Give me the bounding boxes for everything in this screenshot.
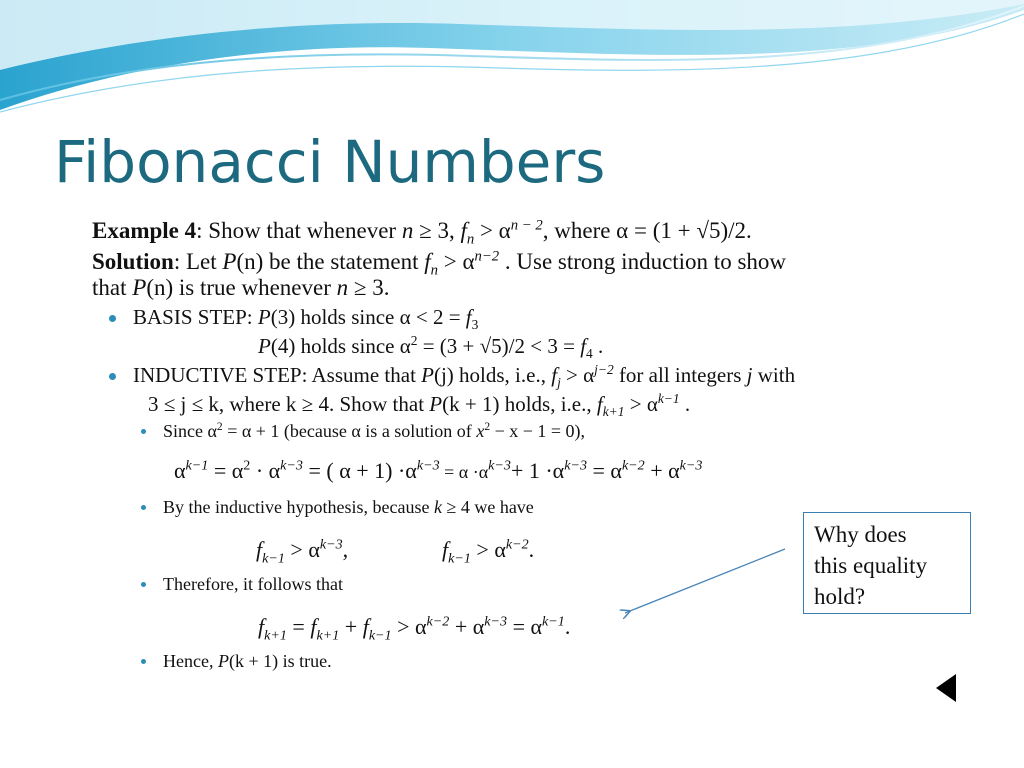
bullet-icon xyxy=(109,315,116,322)
var-P: P xyxy=(132,275,147,300)
eq1-b-exp: 2 xyxy=(243,457,251,474)
fk1-sub: k+1 xyxy=(602,404,625,420)
eq2-gt1: > α xyxy=(284,537,320,562)
solution-gt: > α xyxy=(437,249,475,274)
fn: f xyxy=(424,249,431,274)
equation-hypothesis-1 xyxy=(256,536,349,567)
bullet-icon xyxy=(141,582,146,587)
solution-n: (n) xyxy=(236,249,264,274)
eq1-g: = α xyxy=(587,458,622,483)
callout-box xyxy=(803,512,971,614)
basis-line xyxy=(133,305,479,333)
var-n: n xyxy=(336,275,349,300)
solution-l2-mid: is true whenever xyxy=(173,275,337,300)
eq1-b: = α xyxy=(208,458,244,483)
eq1-d-exp: k−3 xyxy=(416,457,440,474)
eq3-s2: k+1 xyxy=(316,627,340,644)
eq1-d: = ( α + 1) ·α xyxy=(302,458,417,483)
ind-exp: j−2 xyxy=(594,362,614,377)
eq3-p2: + α xyxy=(449,614,485,639)
hypothesis-line xyxy=(163,497,534,518)
var-P: P xyxy=(421,363,434,387)
therefore-line: Therefore, it follows that xyxy=(163,574,343,594)
fn: f xyxy=(460,218,467,243)
since-line xyxy=(163,421,585,442)
eq1-f: + 1 ·α xyxy=(510,458,565,483)
back-triangle-icon[interactable] xyxy=(932,672,962,704)
eq2-exp2: k−2 xyxy=(505,536,529,553)
since-sq: 2 xyxy=(216,421,223,433)
solution-l2-pre: that xyxy=(92,275,133,300)
ind-with: with xyxy=(752,363,796,387)
eq1-g-exp: k−2 xyxy=(621,457,645,474)
example-label: Example 4 xyxy=(92,218,197,243)
eq1-h: + α xyxy=(644,458,680,483)
hence-pre: Hence, xyxy=(163,651,218,671)
eq2-f1-sub: k−1 xyxy=(262,550,285,567)
eq3-f3: f xyxy=(362,614,369,639)
example-cond: ≥ 3, xyxy=(413,218,461,243)
bullet-icon xyxy=(141,659,146,664)
eq3-gt: > α xyxy=(391,614,427,639)
ind-l2-end: . xyxy=(679,392,691,416)
solution-line xyxy=(92,248,787,279)
basis-line-2 xyxy=(258,333,604,362)
var-P: P xyxy=(222,249,237,274)
eq2-gt2: > α xyxy=(470,537,506,562)
eq3-f1: f xyxy=(258,614,265,639)
eq1-a-exp: k−1 xyxy=(185,457,209,474)
slide-title: Fibonacci Numbers xyxy=(54,128,606,196)
basis-l2-rest: = (3 + √5)/2 < 3 = xyxy=(417,334,581,358)
hyp-post: ≥ 4 we have xyxy=(441,497,534,517)
eq1-f-exp: k−3 xyxy=(564,457,587,474)
inductive-line xyxy=(133,362,796,391)
equation-hypothesis-2 xyxy=(442,536,535,567)
eq3-eq2: = α xyxy=(507,614,543,639)
f3: f xyxy=(465,305,472,329)
equation-conclusion xyxy=(258,613,571,644)
var-P: P xyxy=(257,305,271,329)
eq1-c-exp: k−3 xyxy=(280,457,303,474)
solution-pre: : Let xyxy=(173,249,223,274)
since-pre: Since α xyxy=(163,421,217,441)
eq3-s3: k−1 xyxy=(368,627,392,644)
eq2-f2: f xyxy=(442,537,449,562)
var-P: P xyxy=(217,651,229,671)
var-P: P xyxy=(429,392,443,416)
eq3-eq: = xyxy=(286,614,311,639)
f3-sub: 3 xyxy=(471,317,479,333)
equation-alpha xyxy=(174,458,702,484)
eq1-e: = α ·α xyxy=(439,462,489,482)
basis-mid: (3) holds since α < 2 = xyxy=(270,305,466,329)
ind-gt: > α xyxy=(560,363,595,387)
since-mid: = α + 1 (because α is a solution of xyxy=(222,421,477,441)
callout-line-3: hold? xyxy=(814,584,866,609)
f4: f xyxy=(580,334,587,358)
ind-l2-exp: k−1 xyxy=(657,391,680,406)
header-wave-decoration xyxy=(0,0,1024,120)
since-xsq: 2 xyxy=(484,421,491,433)
hence-line xyxy=(163,651,332,672)
bullet-icon xyxy=(141,505,146,510)
eq2-exp1: k−3 xyxy=(319,536,343,553)
since-post: − x − 1 = 0), xyxy=(490,421,586,441)
example-post: , where α = (1 + √5)/2. xyxy=(542,218,752,243)
solution-l2-post: ≥ 3. xyxy=(348,275,390,300)
hyp-pre: By the inductive hypothesis, because xyxy=(163,497,434,517)
var-n: n xyxy=(401,218,414,243)
fj-sub: j xyxy=(557,375,561,391)
eq3-s1: k+1 xyxy=(264,627,287,644)
hence-post: (k + 1) is true. xyxy=(228,651,332,671)
fn-sub: n xyxy=(466,231,475,248)
eq3-e2: k−3 xyxy=(484,613,508,630)
solution-line-2 xyxy=(92,275,390,301)
solution-label: Solution xyxy=(92,249,174,274)
eq3-plus: + xyxy=(339,614,363,639)
var-k: k xyxy=(433,497,442,517)
solution-post: . Use strong induction to show xyxy=(499,249,787,274)
basis-l2-sq: 2 xyxy=(410,333,418,348)
eq3-e1: k−2 xyxy=(426,613,450,630)
inductive-line-2 xyxy=(148,391,691,420)
eq1-c: · α xyxy=(250,458,281,483)
eq1-e-exp: k−3 xyxy=(488,457,511,474)
callout-line-2: this equality xyxy=(814,553,928,578)
bullet-icon xyxy=(109,373,116,380)
eq1-a: α xyxy=(174,458,186,483)
eq2-comma: , xyxy=(342,537,349,562)
eq2-f2-sub: k−1 xyxy=(448,550,471,567)
fk1: f xyxy=(596,392,603,416)
example-exp: n − 2 xyxy=(510,217,543,234)
eq3-e3: k−1 xyxy=(542,613,565,630)
basis-l2-end: . xyxy=(592,334,604,358)
fj: f xyxy=(551,363,558,387)
eq2-f1: f xyxy=(256,537,263,562)
fn-sub: n xyxy=(430,262,438,279)
f4-sub: 4 xyxy=(586,346,593,362)
basis-l2-mid: (4) holds since α xyxy=(270,334,411,358)
ind-post: for all integers xyxy=(613,363,747,387)
eq3-dot: . xyxy=(564,614,571,639)
solution-l2-n: (n) xyxy=(146,275,174,300)
var-P: P xyxy=(258,334,271,358)
example-line xyxy=(92,217,752,248)
bullet-icon xyxy=(141,429,146,434)
ind-pre: INDUCTIVE STEP: Assume that xyxy=(133,363,422,387)
basis-pre: BASIS STEP: xyxy=(133,305,258,329)
solution-mid: be the statement xyxy=(263,249,425,274)
ind-l2-mid: (k + 1) holds, i.e., xyxy=(442,392,597,416)
var-j: j xyxy=(746,363,753,387)
var-x: x xyxy=(476,421,485,441)
example-text: : Show that whenever xyxy=(196,218,402,243)
eq1-h-exp: k−3 xyxy=(679,457,703,474)
solution-exp: n−2 xyxy=(474,248,500,265)
ind-mid: (j) holds, i.e., xyxy=(433,363,552,387)
eq2-dot: . xyxy=(528,537,535,562)
callout-arrow xyxy=(615,540,795,620)
callout-line-1: Why does xyxy=(814,522,907,547)
ind-l2-gt: > α xyxy=(624,392,658,416)
ind-l2: 3 ≤ j ≤ k, where k ≥ 4. Show that xyxy=(148,392,430,416)
example-gt: > α xyxy=(474,218,511,243)
eq3-f2: f xyxy=(310,614,317,639)
